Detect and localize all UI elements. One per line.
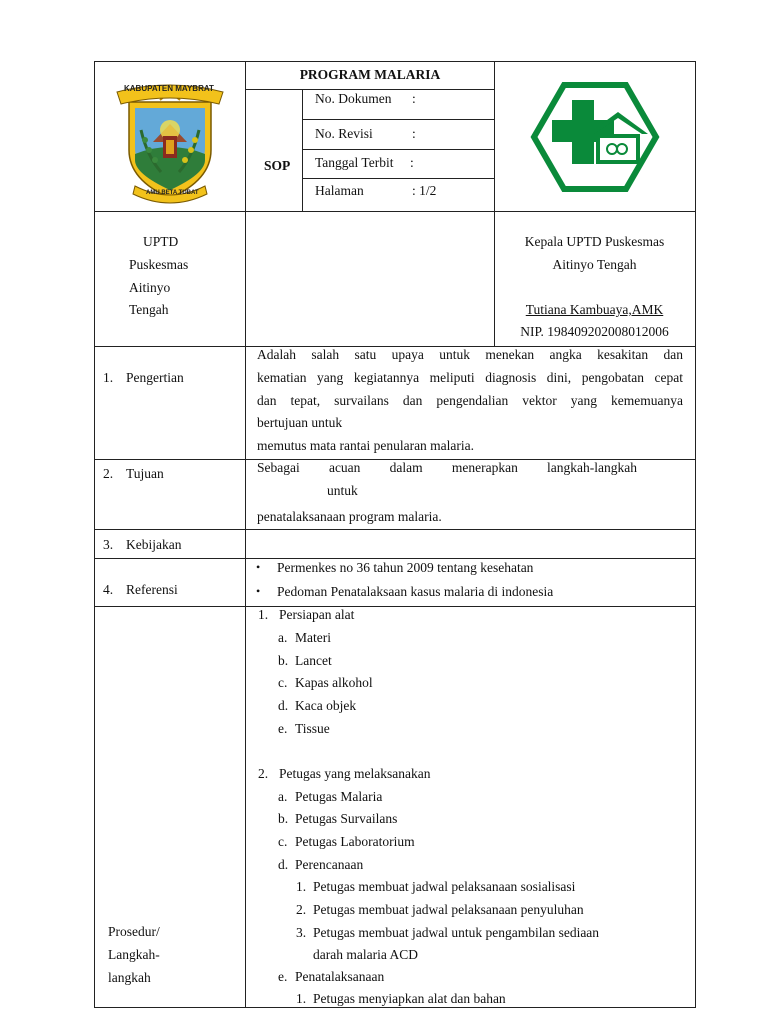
step-text: Petugas membuat jadwal pelaksanaan sosialisasi [313, 879, 576, 894]
field-tanggal-terbit-value: : [410, 155, 414, 170]
step-marker: c. [278, 675, 288, 690]
unit-line-3: Aitinyo [129, 280, 171, 295]
step-text: Petugas Malaria [295, 789, 383, 804]
step-text: Lancet [295, 653, 332, 668]
step-text: Petugas menyiapkan alat dan bahan [313, 991, 506, 1006]
unit-line-2: Puskesmas [129, 257, 189, 272]
signatory-nip: NIP. 198409202008012006 [520, 324, 669, 339]
field-no-dokumen-value: : [412, 91, 416, 106]
referensi-item: • Pedoman Penatalaksaan kasus malaria di indonesia [277, 584, 553, 600]
field-no-revisi-value: : [412, 126, 416, 141]
pengertian-line: memutus mata rantai penularan malaria. [257, 438, 475, 453]
prosedur-label-1: Prosedur/ [108, 924, 160, 939]
step-marker: c. [278, 834, 288, 849]
step-marker: 1. [296, 991, 307, 1006]
pengertian-line: Adalah salah satu upaya untuk menekan angka kesakitan dan [257, 347, 683, 362]
pengertian-line: bertujuan untuk [257, 415, 343, 430]
referensi-number: 4. [103, 582, 114, 597]
step-marker: 1. [258, 607, 269, 622]
step-marker: d. [278, 857, 289, 872]
field-halaman-label: Halaman [315, 183, 364, 198]
table-border-top [94, 61, 696, 62]
field-divider [302, 149, 495, 150]
step-marker: d. [278, 698, 289, 713]
table-row-divider [94, 558, 696, 559]
step-text: Materi [295, 630, 331, 645]
step-marker: e. [278, 721, 288, 736]
step-text: Kaca objek [295, 698, 357, 713]
table-border-right [695, 61, 696, 1008]
signatory-title-1: Kepala UPTD Puskesmas [524, 234, 665, 249]
table-border-left [94, 61, 95, 1008]
step-marker: b. [278, 653, 289, 668]
puskesmas-cross-logo-icon [530, 82, 660, 192]
step-text: Perencanaan [295, 857, 364, 872]
step-text: Tissue [295, 721, 330, 736]
sop-label: SOP [264, 158, 291, 173]
table-col-divider [245, 61, 246, 1008]
sop-field-divider [302, 89, 303, 212]
title-divider [245, 89, 495, 90]
field-no-dokumen-label: No. Dokumen [315, 91, 392, 106]
tujuan-line: Sebagai acuan dalam menerapkan langkah-langkah [257, 460, 637, 475]
pengertian-line: dan tepat, survailans dan pengendalian vektor yang kememuanya [257, 393, 683, 408]
step-text: Petugas yang melaksanakan [279, 766, 431, 781]
table-row-divider [94, 606, 696, 607]
step-text: Petugas Laboratorium [295, 834, 415, 849]
pengertian-label: Pengertian [126, 370, 184, 385]
step-marker: 2. [296, 902, 307, 917]
tujuan-number: 2. [103, 466, 114, 481]
emblem-top-text: KABUPATEN MAYBRAT [124, 84, 214, 93]
step-marker: 2. [258, 766, 269, 781]
referensi-label: Referensi [126, 582, 178, 597]
step-text: Petugas membuat jadwal untuk pengambilan sediaan [313, 925, 600, 940]
field-halaman-value: : 1/2 [412, 183, 437, 198]
pengertian-line: kematian yang kegiatannya meliputi diagnosis dini, pengobatan cepat [257, 370, 683, 385]
referensi-item: • Permenkes no 36 tahun 2009 tentang kesehatan [277, 560, 533, 576]
tujuan-line: untuk [327, 483, 358, 498]
step-text: Petugas Survailans [295, 811, 398, 826]
signatory-title-2: Aitinyo Tengah [552, 257, 637, 272]
prosedur-label-3: langkah [108, 970, 151, 985]
kebijakan-label: Kebijakan [126, 537, 182, 552]
maybrat-regency-emblem-icon [115, 80, 225, 205]
unit-line-4: Tengah [129, 302, 169, 317]
step-marker: 1. [296, 879, 307, 894]
field-divider [302, 178, 495, 179]
field-tanggal-terbit-label: Tanggal Terbit [315, 155, 394, 170]
step-marker: 3. [296, 925, 307, 940]
step-text: Persiapan alat [279, 607, 355, 622]
step-text: Kapas alkohol [295, 675, 373, 690]
table-row-divider [94, 211, 696, 212]
step-text: darah malaria ACD [313, 947, 418, 962]
step-marker: e. [278, 969, 288, 984]
step-text: Petugas membuat jadwal pelaksanaan penyuluhan [313, 902, 584, 917]
tujuan-line: penatalaksanaan program malaria. [257, 509, 442, 524]
step-marker: a. [278, 630, 288, 645]
pengertian-number: 1. [103, 370, 114, 385]
step-text: Penatalaksanaan [295, 969, 385, 984]
prosedur-label-2: Langkah- [108, 947, 160, 962]
table-row-divider [94, 529, 696, 530]
step-marker: b. [278, 811, 289, 826]
kebijakan-number: 3. [103, 537, 114, 552]
field-divider [302, 119, 495, 120]
unit-line-1: UPTD [143, 234, 179, 249]
field-no-revisi-label: No. Revisi [315, 126, 373, 141]
signatory-name: Tutiana Kambuaya,AMK [525, 302, 664, 317]
emblem-bottom-text: AMU BETA TUBAT [146, 190, 199, 196]
program-title: PROGRAM MALARIA [299, 67, 441, 82]
tujuan-label: Tujuan [126, 466, 164, 481]
step-marker: a. [278, 789, 288, 804]
